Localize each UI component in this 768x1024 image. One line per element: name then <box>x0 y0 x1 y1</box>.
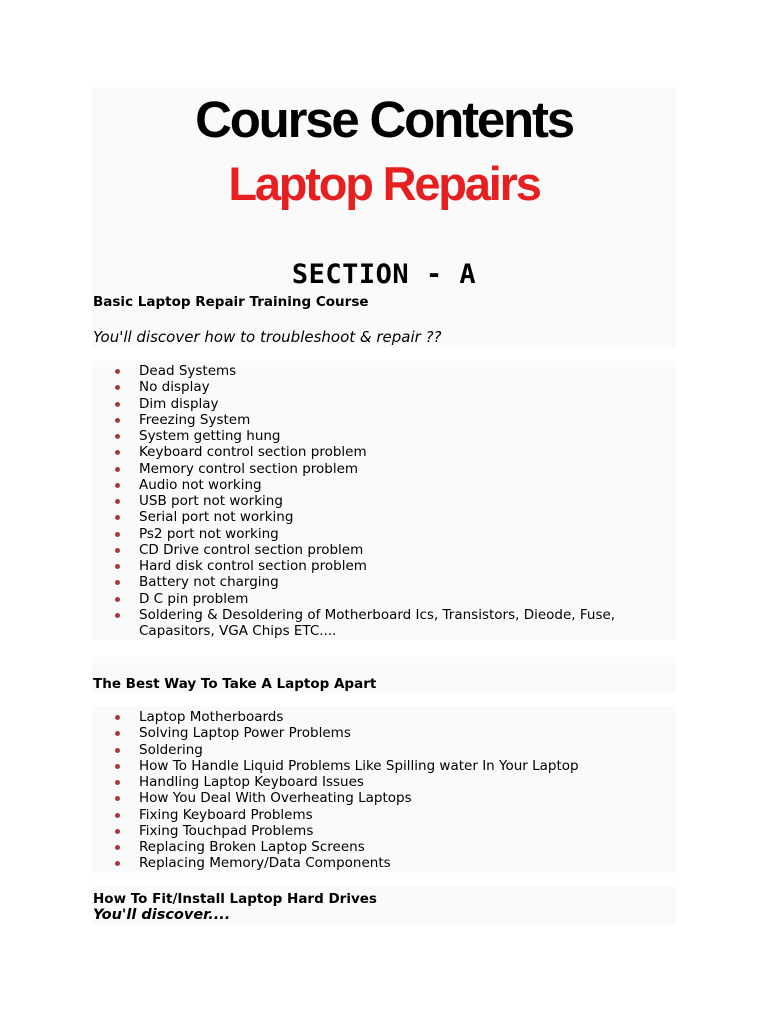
list-item-text: Replacing Memory/Data Components <box>139 855 391 872</box>
bullet-icon <box>115 483 120 488</box>
list-item <box>110 807 669 823</box>
bullet-icon <box>115 434 120 439</box>
list-item-text: Soldering & Desoldering of Motherboard Ics, Transistors, Dieode, Fuse, Capasitors, VGA Chips ETC.... <box>139 606 616 639</box>
list-item-text: Laptop Motherboards <box>139 709 284 725</box>
bullet-icon <box>115 499 120 504</box>
list-item-text: Soldering <box>139 741 203 758</box>
bullet-icon <box>115 369 120 374</box>
bullet-icon <box>115 748 120 753</box>
list-item <box>110 461 669 477</box>
list-item-text: Dead Systems <box>139 363 237 379</box>
list-item-text: D C pin problem <box>139 590 249 607</box>
bullet-icon <box>115 402 120 407</box>
hard-drives-intro: You'll discover.... <box>93 907 231 923</box>
list-item-text: How To Handle Liquid Problems Like Spilling water In Your Laptop <box>139 757 579 774</box>
list-item <box>110 591 669 607</box>
bullet-icon <box>115 564 120 569</box>
list-item <box>110 379 669 395</box>
hard-drives-heading: How To Fit/Install Laptop Hard Drives <box>93 891 377 907</box>
bullet-icon <box>115 532 120 537</box>
bullet-icon <box>115 845 120 850</box>
list-item-text: Keyboard control section problem <box>139 444 367 461</box>
take-apart-list <box>110 709 669 872</box>
bullet-icon <box>115 580 120 585</box>
list-item-text: No display <box>139 379 210 396</box>
bullet-icon <box>115 861 120 866</box>
section-a-intro: You'll discover how to troubleshoot & repair ?? <box>93 328 442 346</box>
list-item-text: Audio not working <box>139 476 262 493</box>
list-item <box>110 725 669 741</box>
list-item <box>110 412 669 428</box>
list-item <box>110 493 669 509</box>
list-item <box>110 839 669 855</box>
bullet-icon <box>115 613 120 618</box>
list-item <box>110 790 669 806</box>
bullet-icon <box>115 764 120 769</box>
list-item-text: Hard disk control section problem <box>139 558 367 574</box>
list-item-text: How You Deal With Overheating Laptops <box>139 790 412 807</box>
list-item <box>110 855 669 871</box>
bullet-icon <box>115 731 120 736</box>
list-item-text: Fixing Keyboard Problems <box>139 806 313 823</box>
list-item <box>110 709 669 725</box>
list-item-text: Serial port not working <box>139 509 294 526</box>
list-item <box>110 558 669 574</box>
bullet-icon <box>115 813 120 818</box>
list-item-text: System getting hung <box>139 428 281 444</box>
list-item <box>110 396 669 412</box>
bullet-icon <box>115 715 120 720</box>
list-item <box>110 526 669 542</box>
list-item <box>110 542 669 558</box>
take-apart-heading: The Best Way To Take A Laptop Apart <box>93 676 377 692</box>
bullet-icon <box>115 829 120 834</box>
page-subtitle: Laptop Repairs <box>228 157 540 210</box>
list-item-text: Fixing Touchpad Problems <box>139 822 314 839</box>
list-item-text: Replacing Broken Laptop Screens <box>139 839 365 855</box>
list-item-text: Memory control section problem <box>139 460 359 477</box>
list-item-text: Solving Laptop Power Problems <box>139 725 351 742</box>
list-item-text: Dim display <box>139 395 219 412</box>
list-item <box>110 509 669 525</box>
bullet-icon <box>115 418 120 423</box>
bullet-icon <box>115 548 120 553</box>
list-item <box>110 574 669 590</box>
list-item-text: Handling Laptop Keyboard Issues <box>139 774 364 790</box>
bullet-icon <box>115 450 120 455</box>
bullet-icon <box>115 780 120 785</box>
list-item <box>110 823 669 839</box>
section-a-list <box>110 363 669 639</box>
list-item-text: USB port not working <box>139 493 283 509</box>
list-item <box>110 477 669 493</box>
bullet-icon <box>115 597 120 602</box>
list-item <box>110 607 669 640</box>
bullet-icon <box>115 796 120 801</box>
list-item-text: Battery not charging <box>139 574 279 591</box>
list-item-text: Ps2 port not working <box>139 525 279 542</box>
list-item-text: CD Drive control section problem <box>139 541 364 558</box>
list-item <box>110 758 669 774</box>
list-item <box>110 742 669 758</box>
section-title: SECTION - A <box>291 259 477 290</box>
list-item-text: Freezing System <box>139 411 251 428</box>
list-item <box>110 428 669 444</box>
page-title: Course Contents <box>195 91 573 148</box>
list-item <box>110 774 669 790</box>
section-a-heading: Basic Laptop Repair Training Course <box>93 294 369 310</box>
list-item <box>110 444 669 460</box>
bullet-icon <box>115 515 120 520</box>
bullet-icon <box>115 385 120 390</box>
list-item <box>110 363 669 379</box>
bullet-icon <box>115 467 120 472</box>
